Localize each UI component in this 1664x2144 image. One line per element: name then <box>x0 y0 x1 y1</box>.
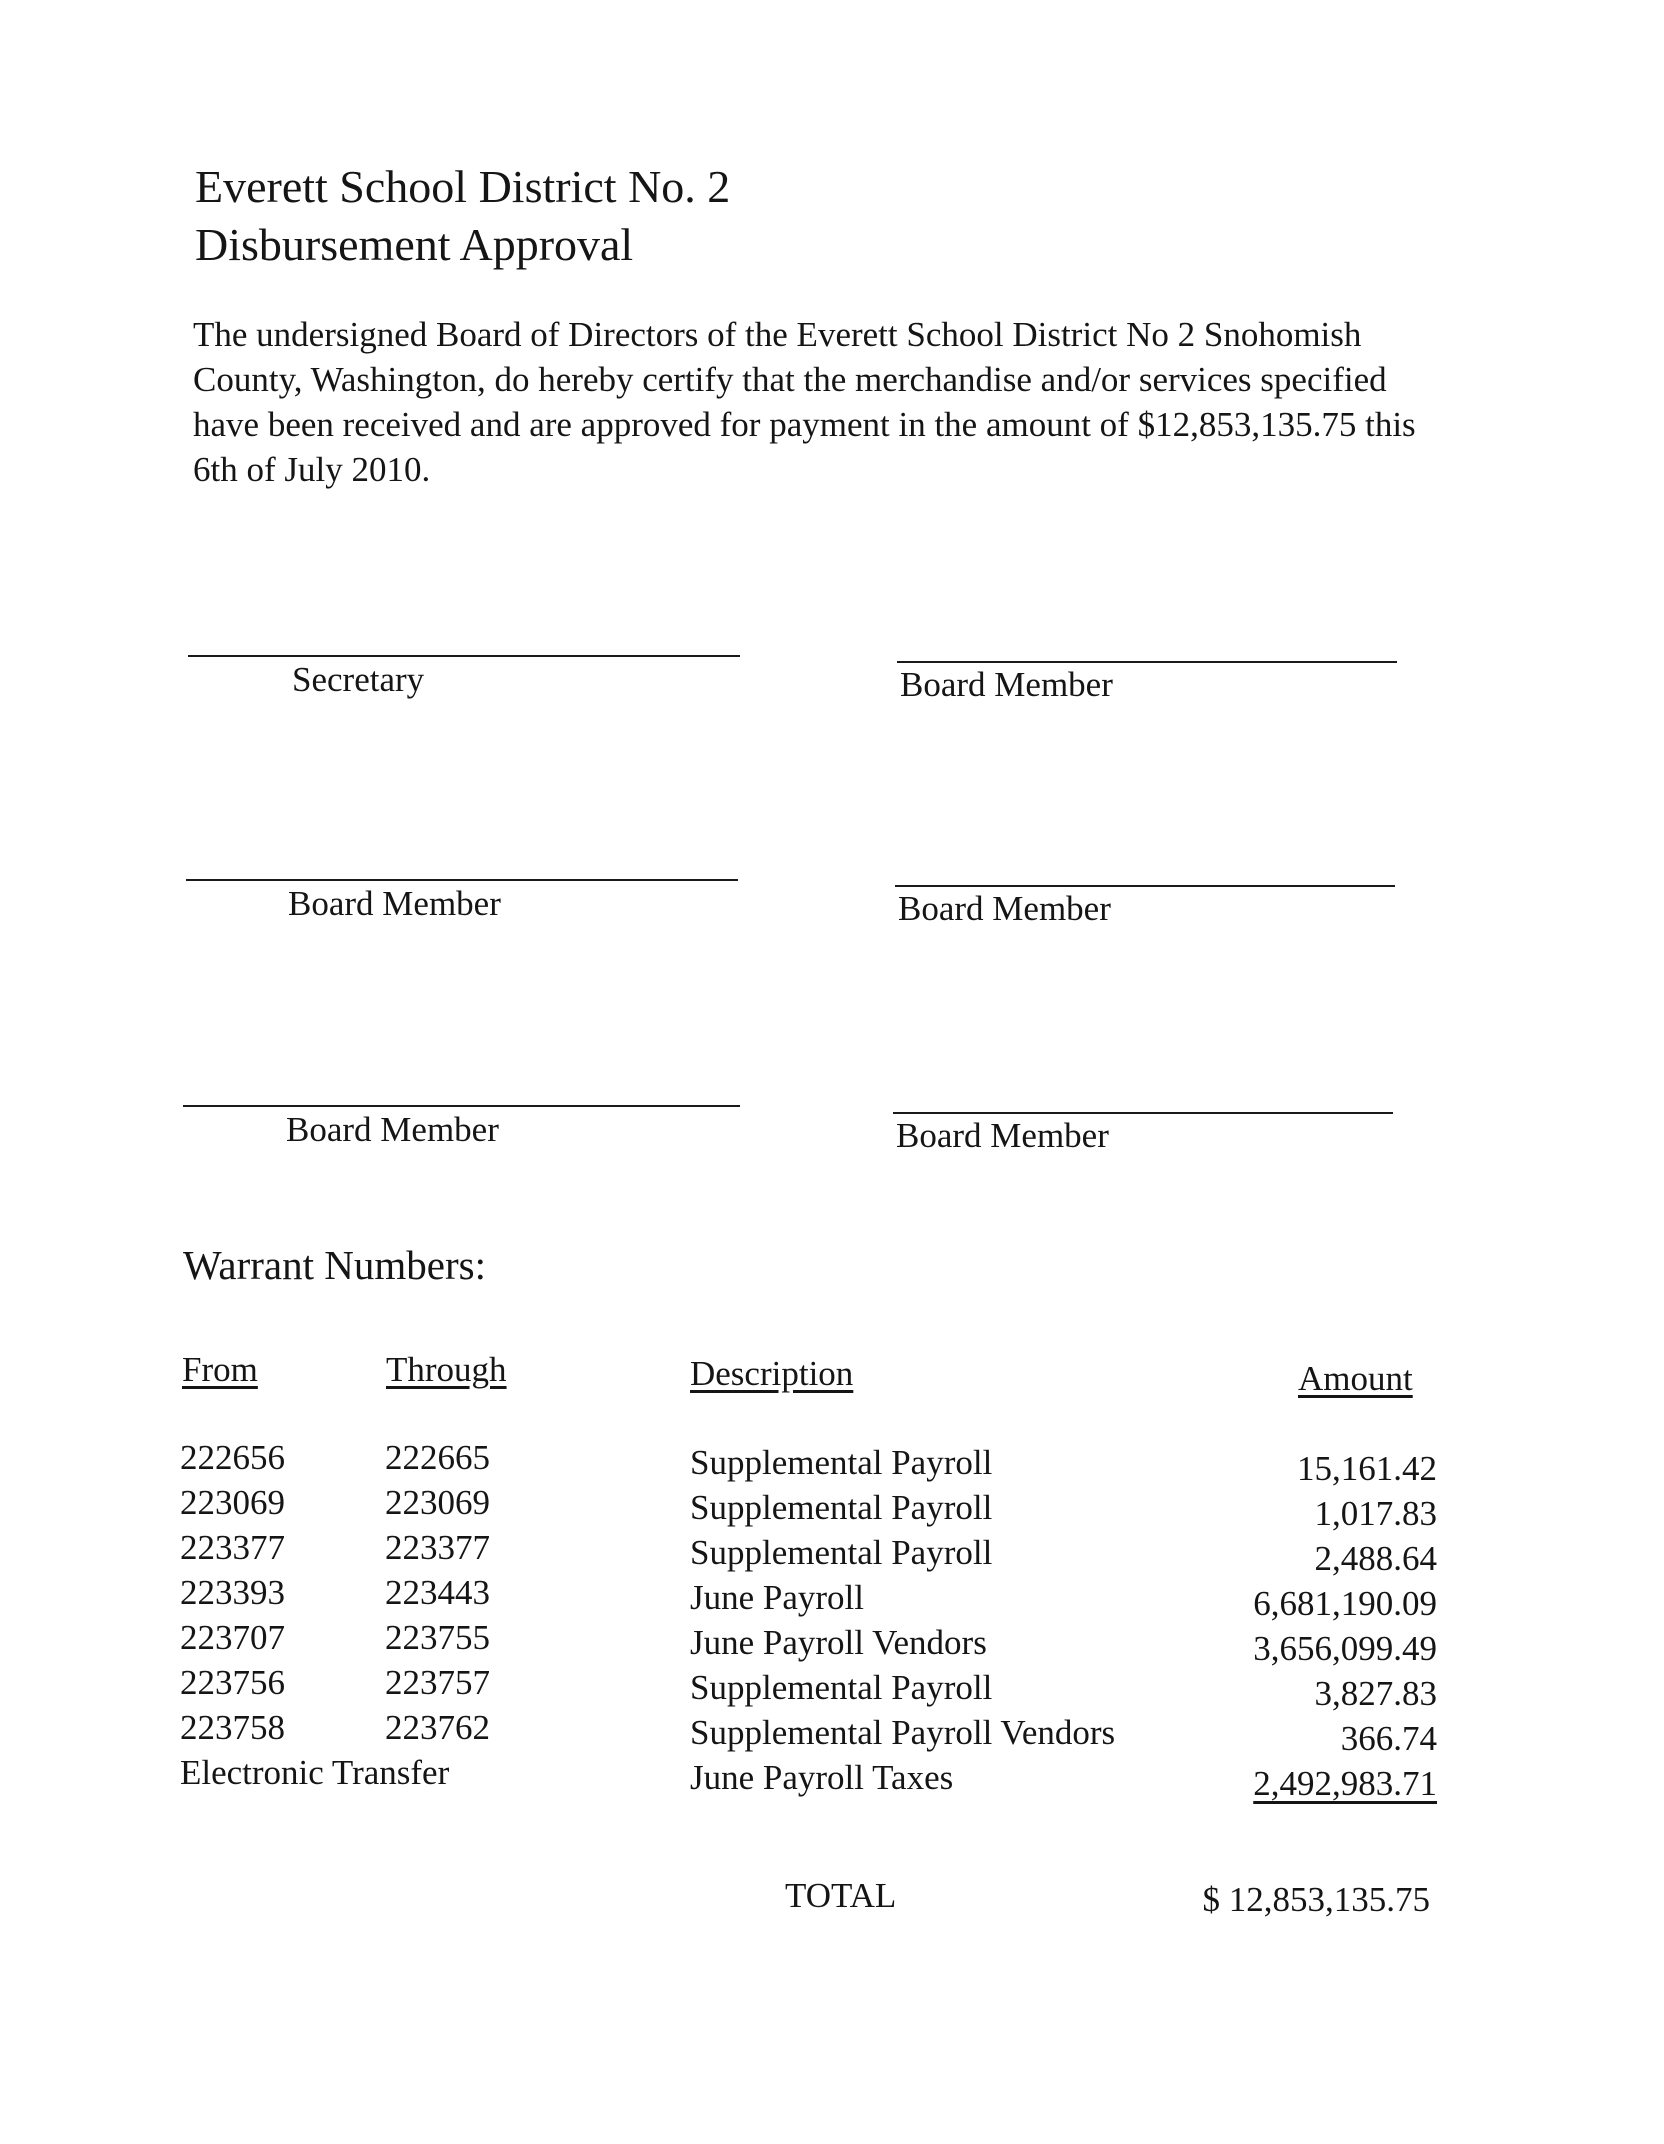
table-cell-amount: 2,488.64 <box>1314 1539 1437 1578</box>
table-cell-amount: 6,681,190.09 <box>1253 1584 1437 1623</box>
table-cell-from: 223758 <box>180 1708 285 1747</box>
signature-line-board-member-4 <box>183 1105 740 1107</box>
document-title <box>195 158 730 274</box>
signature-line-board-member-5 <box>893 1112 1393 1114</box>
table-cell-from: 223707 <box>180 1618 285 1657</box>
table-cell-description: June Payroll <box>690 1578 865 1617</box>
table-cell-through: 222665 <box>385 1438 490 1477</box>
table-cell-from: 223069 <box>180 1483 285 1522</box>
signature-label-board-member-5: Board Member <box>896 1116 1109 1155</box>
form-name: Disbursement Approval <box>195 219 634 270</box>
table-cell-description: Supplemental Payroll <box>690 1533 993 1572</box>
district-name: Everett School District No. 2 <box>195 161 731 212</box>
table-cell-amount: 366.74 <box>1340 1719 1437 1758</box>
table-cell-amount: 15,161.42 <box>1297 1449 1437 1488</box>
table-cell-through: 223443 <box>385 1573 490 1612</box>
column-header-through: Through <box>386 1350 507 1389</box>
signature-label-secretary: Secretary <box>292 660 425 699</box>
total-label: TOTAL <box>785 1876 897 1915</box>
table-cell-through: 223757 <box>385 1663 490 1702</box>
table-cell-through: 223755 <box>385 1618 490 1657</box>
table-cell-through: 223069 <box>385 1483 490 1522</box>
warrant-numbers-heading: Warrant Numbers: <box>183 1242 486 1288</box>
total-value: $ 12,853,135.75 <box>1202 1880 1430 1919</box>
table-cell-description: June Payroll Vendors <box>690 1623 987 1662</box>
column-header-amount: Amount <box>1298 1359 1413 1398</box>
signature-line-board-member-2 <box>186 879 738 881</box>
signature-line-board-member-1 <box>897 661 1397 663</box>
table-cell-from: 223377 <box>180 1528 285 1567</box>
table-cell-from: 223756 <box>180 1663 285 1702</box>
signature-label-board-member-4: Board Member <box>286 1110 499 1149</box>
certification-paragraph: The undersigned Board of Directors of the Everett School District No 2 Snohomish County, Washington, do hereby certify that the merchandise and/or services specified have been received and are approved for payment in the amount of $12,853,135.75 this 6th of July 2010. <box>193 315 1416 489</box>
table-cell-amount: 1,017.83 <box>1314 1494 1437 1533</box>
signature-line-board-member-3 <box>895 885 1395 887</box>
column-header-from: From <box>182 1350 258 1389</box>
signature-label-board-member-1: Board Member <box>900 665 1113 704</box>
signature-line-secretary <box>188 655 740 657</box>
table-cell-description: Supplemental Payroll <box>690 1488 993 1527</box>
table-cell-description: Supplemental Payroll Vendors <box>690 1713 1116 1752</box>
table-cell-description: Supplemental Payroll <box>690 1668 993 1707</box>
table-cell-description: June Payroll Taxes <box>690 1758 954 1797</box>
table-cell-electronic-transfer: Electronic Transfer <box>180 1753 450 1792</box>
table-cell-through: 223377 <box>385 1528 490 1567</box>
table-cell-from: 222656 <box>180 1438 285 1477</box>
table-cell-description: Supplemental Payroll <box>690 1443 993 1482</box>
signature-label-board-member-2: Board Member <box>288 884 501 923</box>
table-cell-amount: 3,656,099.49 <box>1253 1629 1437 1668</box>
column-header-description: Description <box>690 1354 854 1393</box>
table-cell-amount: 2,492,983.71 <box>1253 1764 1437 1803</box>
signature-label-board-member-3: Board Member <box>898 889 1111 928</box>
table-cell-amount: 3,827.83 <box>1314 1674 1437 1713</box>
table-cell-through: 223762 <box>385 1708 490 1747</box>
table-cell-from: 223393 <box>180 1573 285 1612</box>
